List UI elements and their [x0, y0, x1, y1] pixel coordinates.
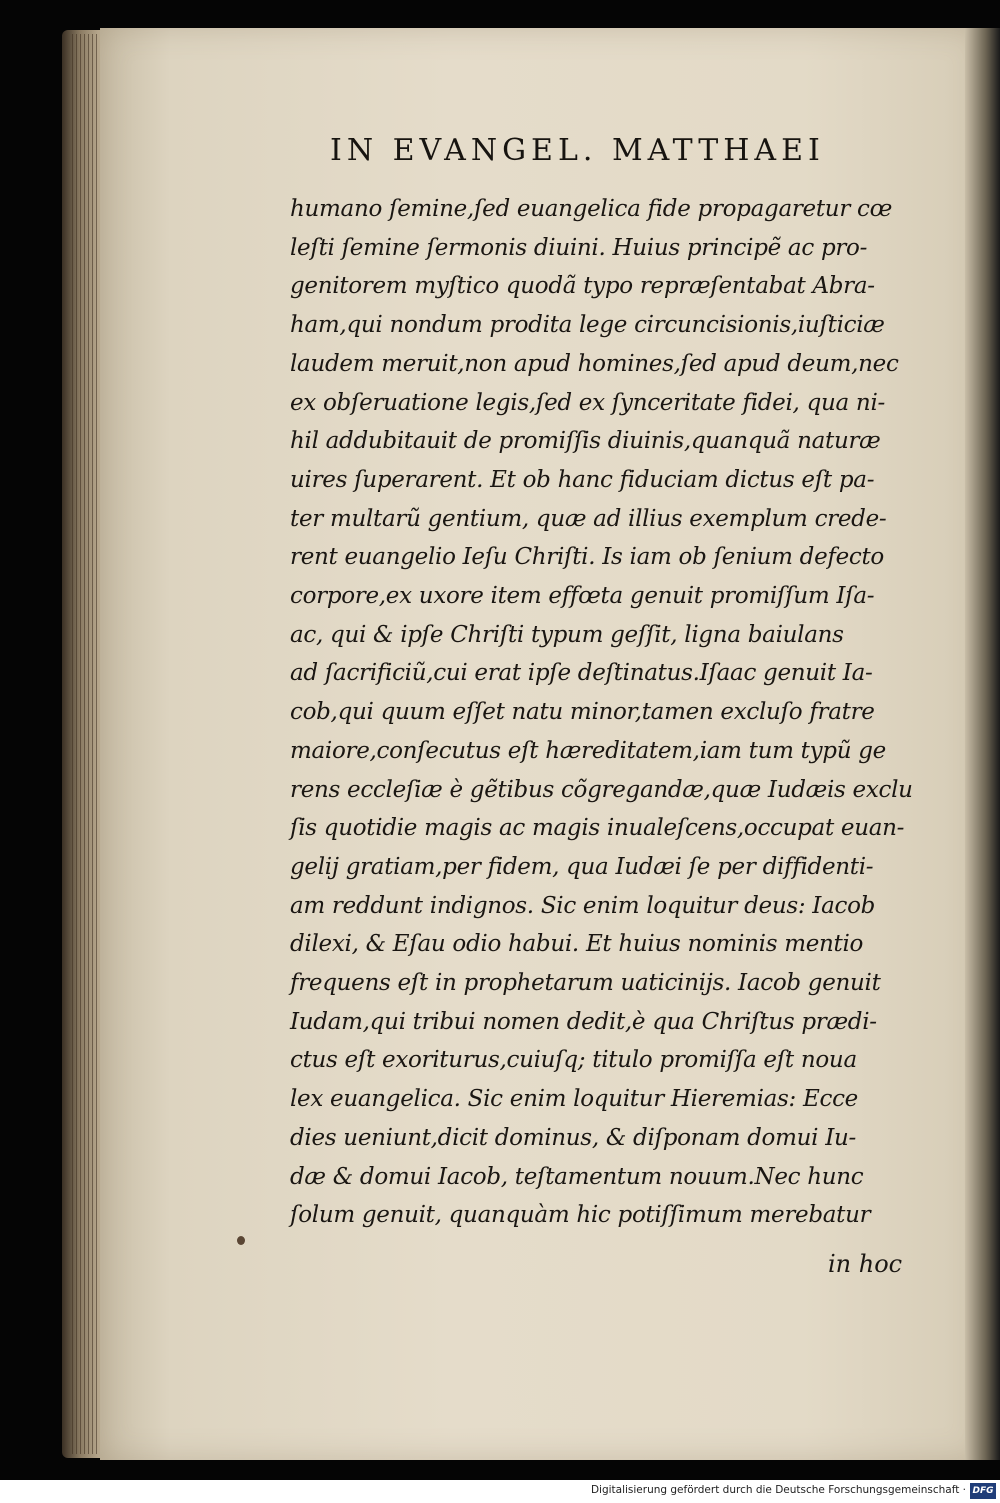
- text-line: am reddunt indignos. Sic enim loquitur deus: Iacob: [290, 892, 876, 919]
- text-line: dies ueniunt,dicit dominus, & diſponam domui Iu-: [290, 1124, 856, 1151]
- text-line: ſolum genuit, quanquàm hic potiſſimum merebatur: [290, 1202, 871, 1229]
- ink-spot: [237, 1236, 245, 1245]
- text-line: rens eccleſiæ è gẽtibus cõgregandæ,quæ Iudæis exclu: [290, 776, 913, 803]
- catchword: in hoc: [828, 1250, 903, 1278]
- text-line: frequens eſt in prophetarum uaticinijs. Iacob genuit: [290, 970, 881, 997]
- text-line: uires ſuperarent. Et ob hanc fiduciam dictus eſt pa-: [290, 466, 875, 493]
- text-line: ctus eſt exoriturus,cuiuſq; titulo promiſſa eſt noua: [290, 1047, 857, 1074]
- running-head: IN EVANGEL. MATTHAEI: [330, 133, 825, 168]
- text-line: lex euangelica. Sic enim loquitur Hieremias: Ecce: [290, 1086, 858, 1113]
- text-line: laudem meruit,non apud homines,ſed apud deum,nec: [290, 350, 899, 377]
- dfg-logo: DFG: [970, 1483, 996, 1499]
- footer-credit: Digitalisierung gefördert durch die Deutsche Forschungsgemeinschaft ·: [590, 1484, 966, 1496]
- text-line: hil addubitauit de promiſſis diuinis,quanquã naturæ: [290, 428, 881, 455]
- text-line: humano ſemine,ſed euangelica fide propagaretur cœ: [290, 196, 893, 222]
- text-line: ex obſeruatione legis,ſed ex ſynceritate fidei, qua ni-: [290, 389, 885, 416]
- text-line: gelij gratiam,per fidem, qua Iudæi ſe per diffidenti-: [290, 853, 874, 880]
- text-line: maiore,conſecutus eſt hæreditatem,iam tum typũ ge: [290, 737, 886, 764]
- body-text: [290, 190, 915, 1235]
- text-line: corpore,ex uxore item effœta genuit promiſſum Iſa-: [290, 583, 875, 610]
- text-line: leſti ſemine ſermonis diuini. Huius principẽ ac pro-: [290, 234, 868, 261]
- text-line: ſis quotidie magis ac magis inualeſcens,occupat euan-: [290, 815, 905, 842]
- text-line: rent euangelio Ieſu Chriſti. Is iam ob ſenium defecto: [290, 544, 884, 571]
- text-line: ad ſacrificiũ,cui erat ipſe deſtinatus.Iſaac genuit Ia-: [290, 660, 873, 687]
- digitization-footer: [0, 1480, 1000, 1503]
- text-line: dilexi, & Eſau odio habui. Et huius nominis mentio: [290, 931, 864, 958]
- text-line: dæ & domui Iacob, teſtamentum nouum.Nec hunc: [290, 1163, 864, 1190]
- text-line: cob,qui quum eſſet natu minor,tamen excluſo fratre: [290, 699, 875, 726]
- text-line: ac, qui & ipſe Chriſti typum geſſit, ligna baiulans: [290, 621, 844, 648]
- text-line: Iudam,qui tribui nomen dedit,è qua Chriſtus prædi-: [290, 1008, 877, 1035]
- text-line: ham,qui nondum prodita lege circuncisionis,iuſticiæ: [290, 312, 885, 339]
- text-line: ter multarũ gentium, quæ ad illius exemplum crede-: [290, 505, 887, 532]
- text-line: genitorem myſtico quodã typo repræſentabat Abra-: [290, 273, 875, 300]
- page-gutter-shadow: [965, 28, 1000, 1460]
